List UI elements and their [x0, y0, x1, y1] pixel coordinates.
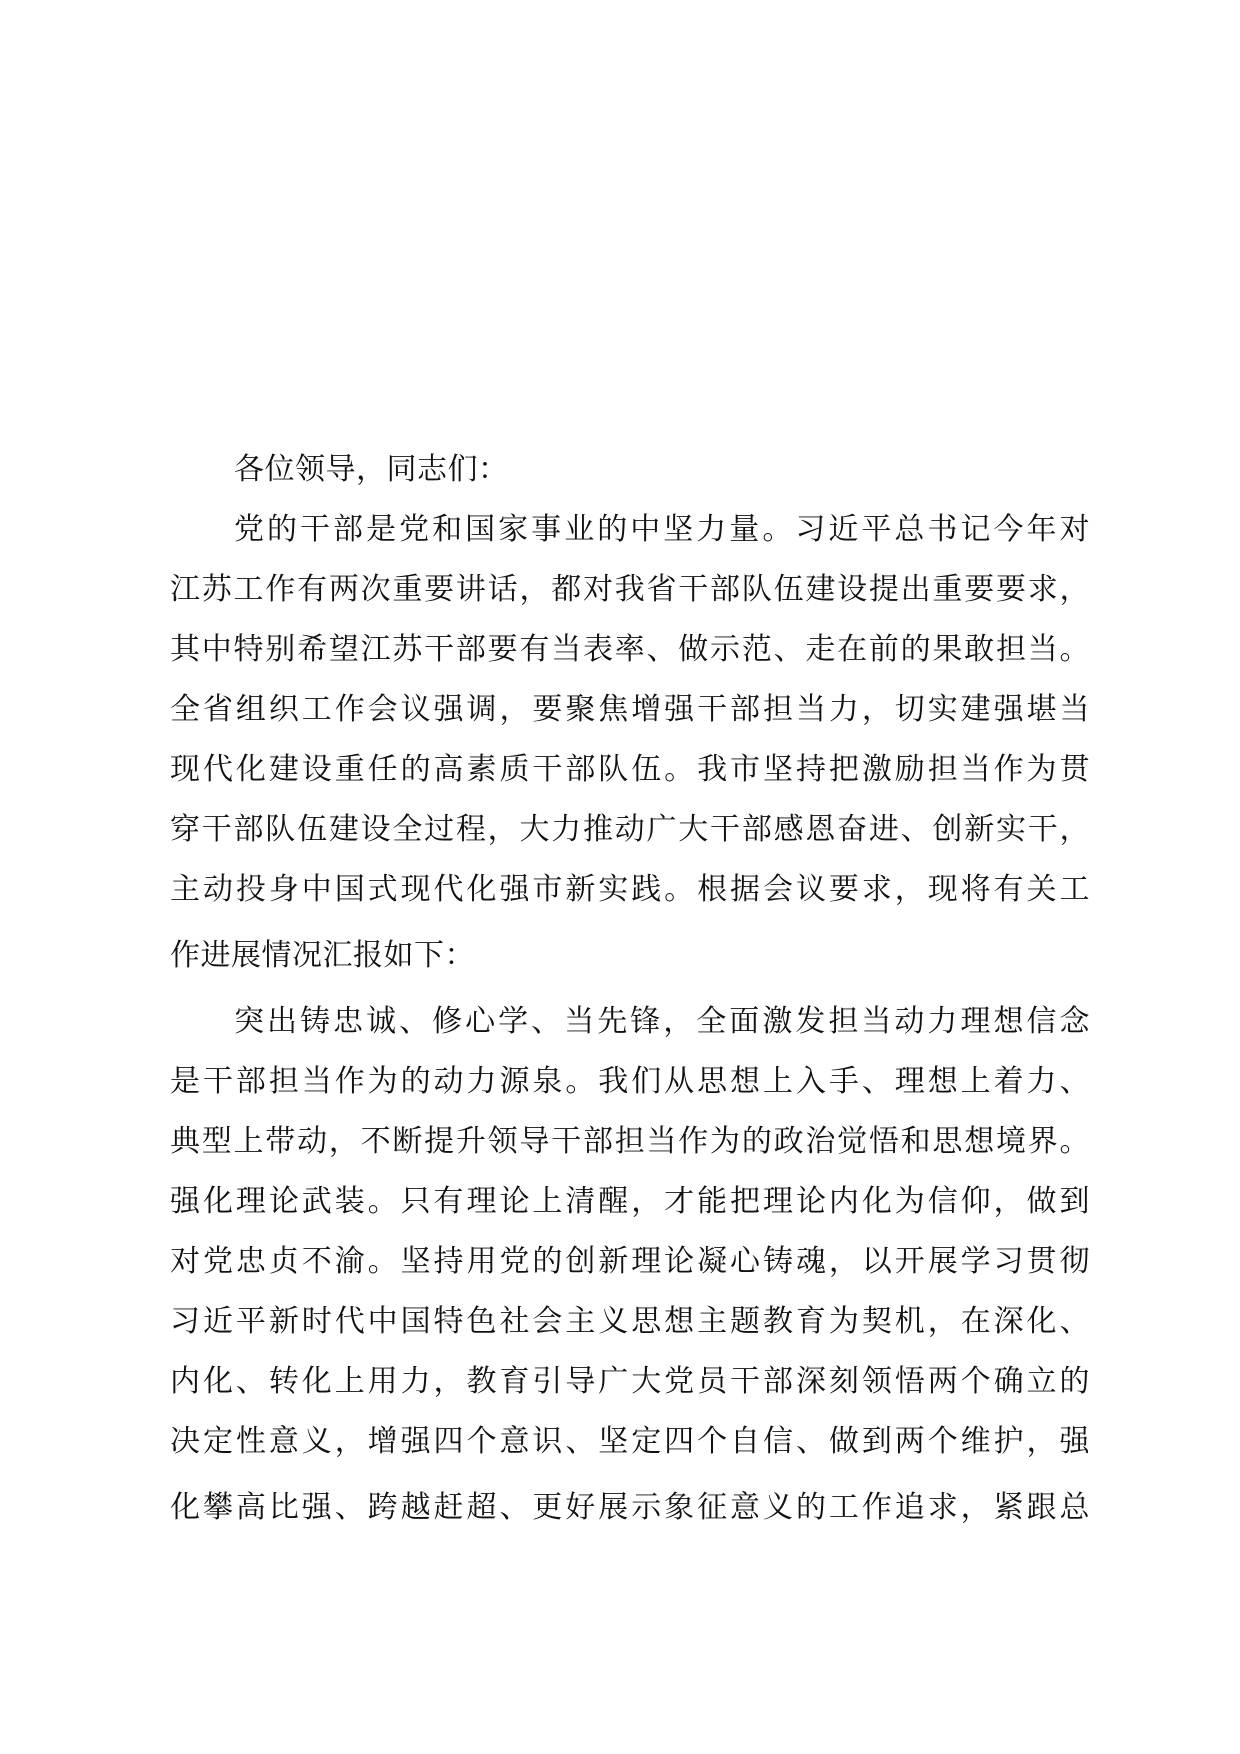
salutation: 各位领导，同志们：	[234, 452, 509, 487]
paragraph-line: 决定性意义，增强四个意识、坚定四个自信、做到两个维护，强	[170, 1424, 1090, 1459]
paragraph-line: 化攀高比强、跨越赶超、更好展示象征意义的工作追求，紧跟总	[170, 1490, 1090, 1525]
paragraph-line: 党的干部是党和国家事业的中坚力量。习近平总书记今年对	[234, 512, 1090, 547]
paragraph-line: 典型上带动，不断提升领导干部担当作为的政治觉悟和思想境界。	[170, 1124, 1090, 1159]
paragraph-line: 穿干部队伍建设全过程，大力推动广大干部感恩奋进、创新实干，	[170, 812, 1090, 847]
paragraph-line: 对党忠贞不渝。坚持用党的创新理论凝心铸魂，以开展学习贯彻	[170, 1244, 1090, 1279]
paragraph-line: 习近平新时代中国特色社会主义思想主题教育为契机，在深化、	[170, 1304, 1090, 1339]
document-body	[170, 440, 1090, 1538]
paragraph-2	[170, 992, 1090, 1538]
paragraph-line: 江苏工作有两次重要讲话，都对我省干部队伍建设提出重要要求，	[170, 572, 1090, 607]
paragraph-line: 作进展情况汇报如下：	[170, 938, 475, 973]
paragraph-line: 现代化建设重任的高素质干部队伍。我市坚持把激励担当作为贯	[170, 752, 1090, 787]
paragraph-line: 内化、转化上用力，教育引导广大党员干部深刻领悟两个确立的	[170, 1364, 1090, 1399]
paragraph-line: 突出铸忠诚、修心学、当先锋，全面激发担当动力理想信念	[234, 1004, 1090, 1039]
paragraph-line: 其中特别希望江苏干部要有当表率、做示范、走在前的果敢担当。	[170, 632, 1090, 667]
paragraph-1	[170, 500, 1090, 986]
paragraph-line: 强化理论武装。只有理论上清醒，才能把理论内化为信仰，做到	[170, 1184, 1090, 1219]
paragraph-line: 主动投身中国式现代化强市新实践。根据会议要求，现将有关工	[170, 872, 1090, 907]
paragraph-line: 是干部担当作为的动力源泉。我们从思想上入手、理想上着力、	[170, 1064, 1090, 1099]
paragraph-line: 全省组织工作会议强调，要聚焦增强干部担当力，切实建强堪当	[170, 692, 1090, 727]
